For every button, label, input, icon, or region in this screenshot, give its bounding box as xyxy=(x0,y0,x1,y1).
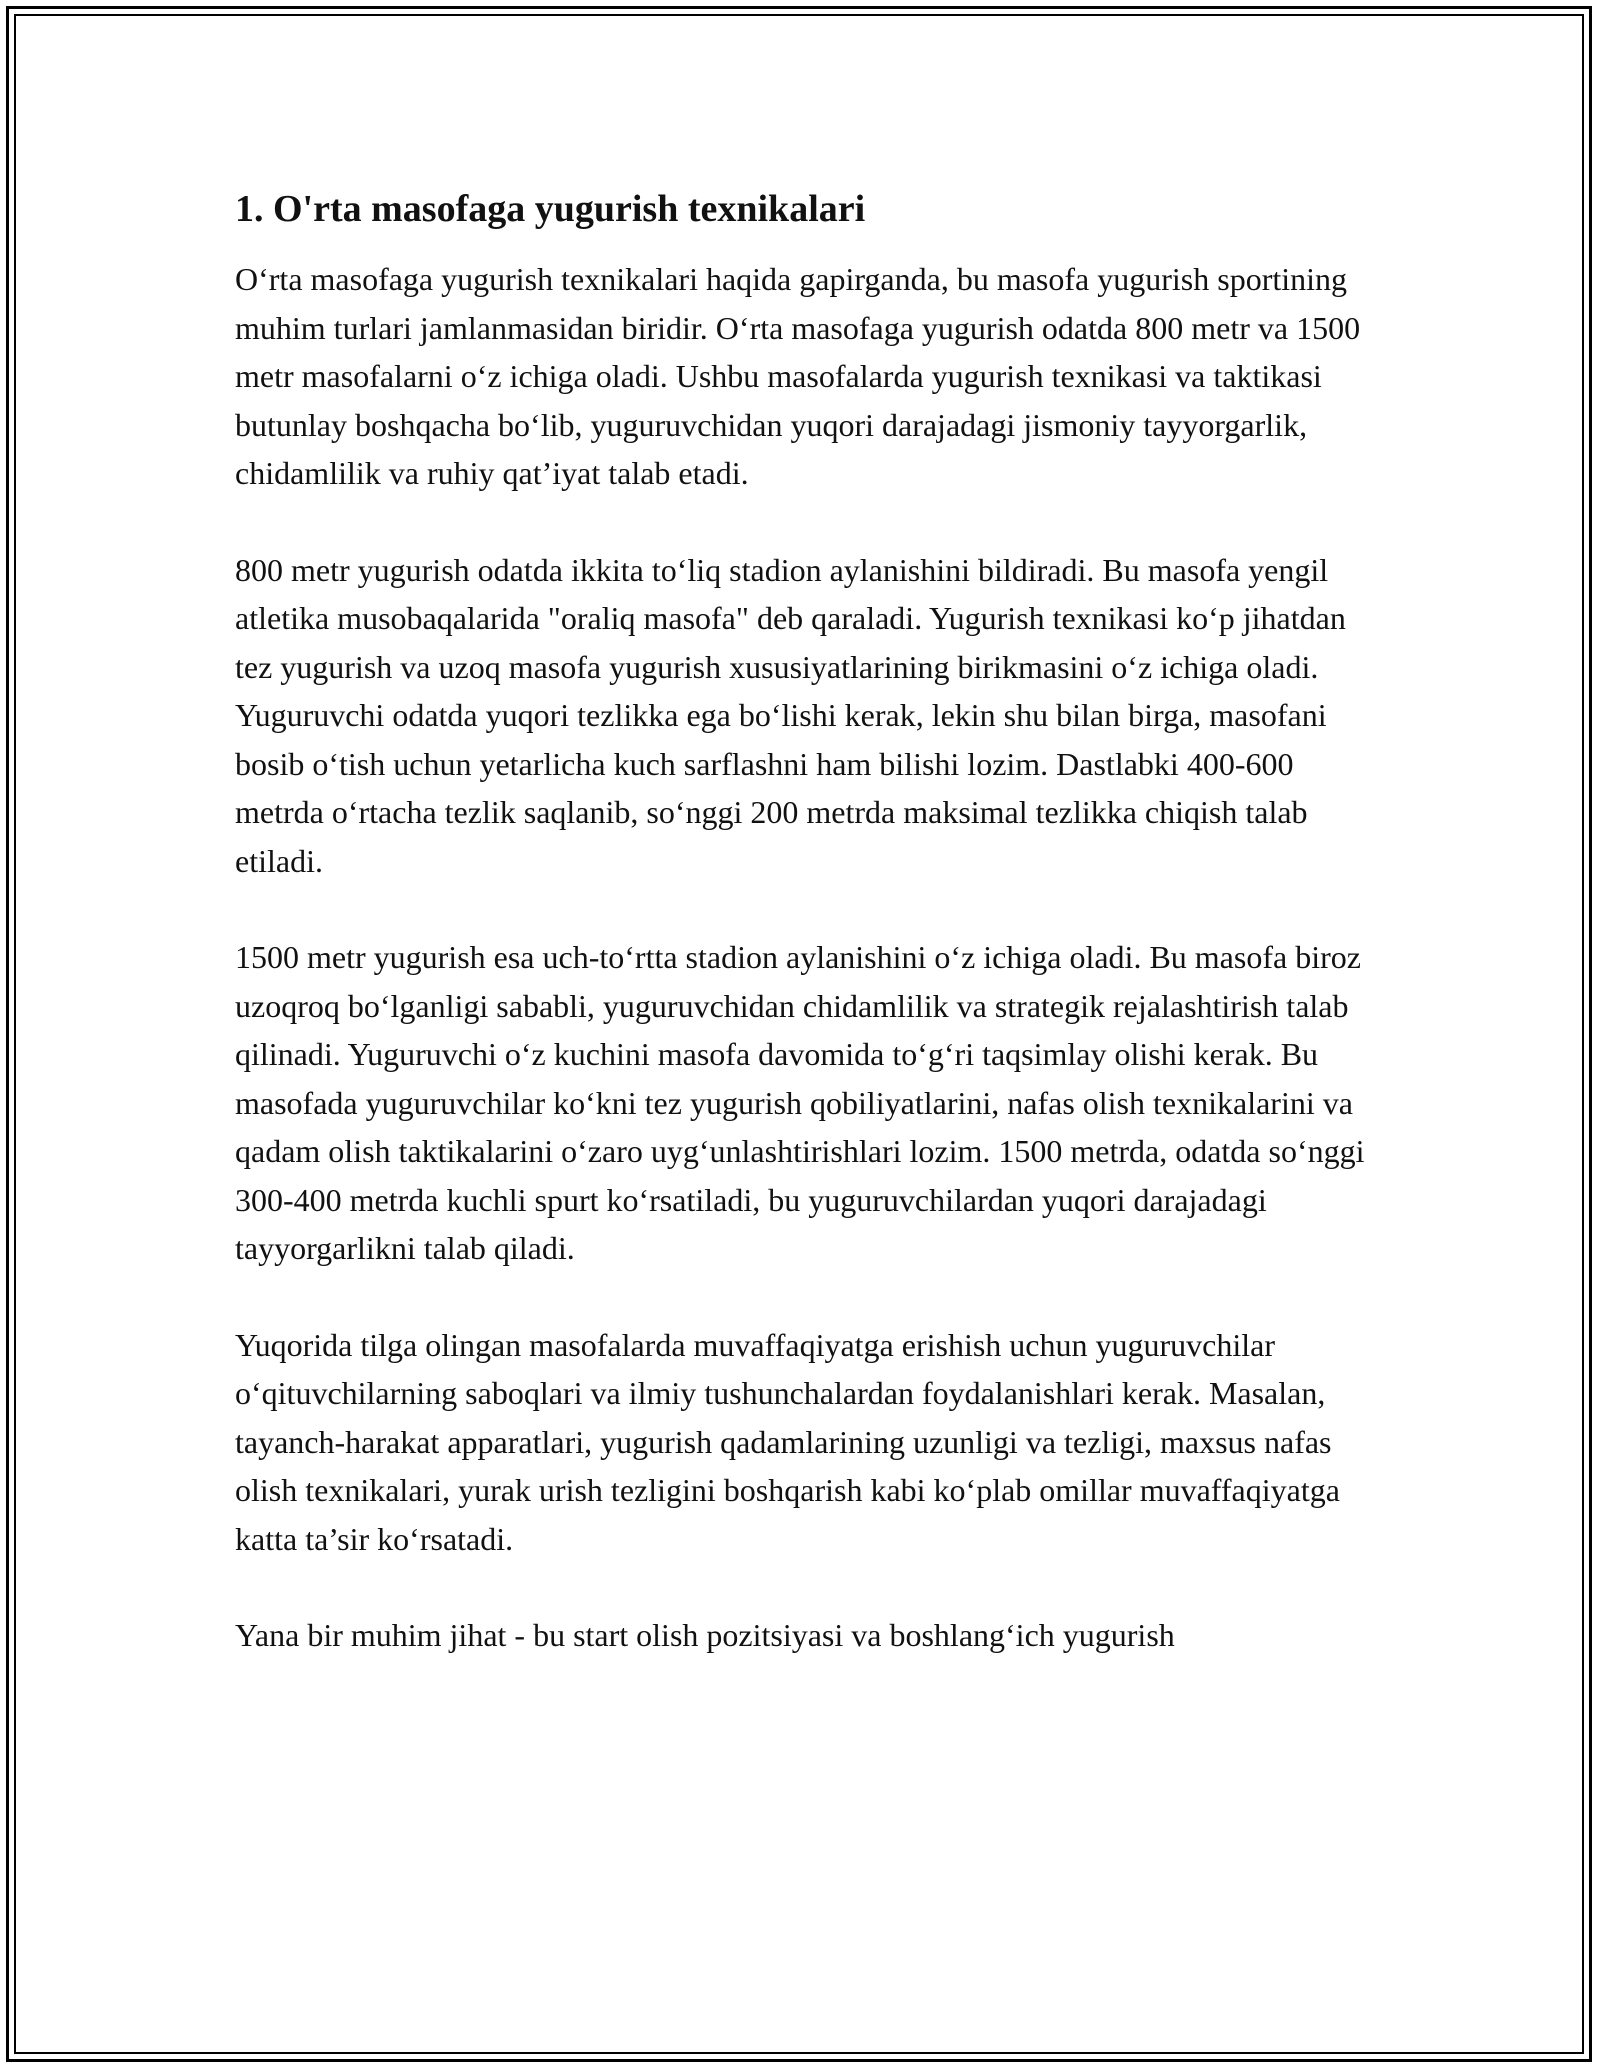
document-body xyxy=(235,185,1385,1708)
section-heading: 1. O'rta masofaga yugurish texnikalari xyxy=(235,188,866,230)
paragraph-success-factors: Yuqorida tilga olingan masofalarda muvaffaqiyatga erishish uchun yuguruvchilar o‘qituvchilarning saboqlari va ilmiy tushunchalardan foydalanishlari kerak. Masalan, tayanch-harakat apparatlari, yugurish qadamlarining uzunligi va tezligi, maxsus nafas olish texnikalari, yurak urish tezligini boshqarish kabi ko‘plab omillar muvaffaqiyatga katta ta’sir ko‘rsatadi. xyxy=(235,1326,1340,1557)
paragraph-800m: 800 metr yugurish odatda ikkita to‘liq stadion aylanishini bildiradi. Bu masofa yengil atletika musobaqalarida "oraliq masofa" deb qaraladi. Yugurish texnikasi ko‘p jihatdan tez yugurish va uzoq masofa yugurish xususiyatlarining birikmasini o‘z ichiga oladi. Yuguruvchi odatda yuqori tezlikka ega bo‘lishi kerak, lekin shu bilan birga, masofani bosib o‘tish uchun yetarlicha kuch sarflashni ham bilishi lozim. Dastlabki 400-600 metrda o‘rtacha tezlik saqlanib, so‘nggi 200 metrda maksimal tezlikka chiqish talab etiladi. xyxy=(235,551,1346,879)
paragraph-intro: O‘rta masofaga yugurish texnikalari haqida gapirganda, bu masofa yugurish sportining muhim turlari jamlanmasidan biridir. O‘rta masofaga yugurish odatda 800 metr va 1500 metr masofalarni o‘z ichiga oladi. Ushbu masofalarda yugurish texnikasi va taktikasi butunlay boshqacha bo‘lib, yuguruvchidan yuqori darajadagi jismoniy tayyorgarlik, chidamlilik va ruhiy qat’iyat talab etadi. xyxy=(235,261,1361,491)
paragraph-1500m: 1500 metr yugurish esa uch-to‘rtta stadion aylanishini o‘z ichiga oladi. Bu masofa biroz uzoqroq bo‘lganligi sababli, yuguruvchidan chidamlilik va strategik rejalashtirish talab qilinadi. Yuguruvchi o‘z kuchini masofa davomida to‘g‘ri taqsimlay olishi kerak. Bu masofada yuguruvchilar ko‘kni tez yugurish qobiliyatlarini, nafas olish texnikalarini va qadam olish taktikalarini o‘zaro uyg‘unlashtirishlari lozim. 1500 metrda, odatda so‘nggi 300-400 metrda kuchli spurt ko‘rsatiladi, bu yuguruvchilardan yuqori darajadagi tayyorgarlikni talab qiladi. xyxy=(235,939,1365,1266)
paragraph-start-position: Yana bir muhim jihat - bu start olish pozitsiyasi va boshlang‘ich yugurish xyxy=(235,1617,1175,1653)
